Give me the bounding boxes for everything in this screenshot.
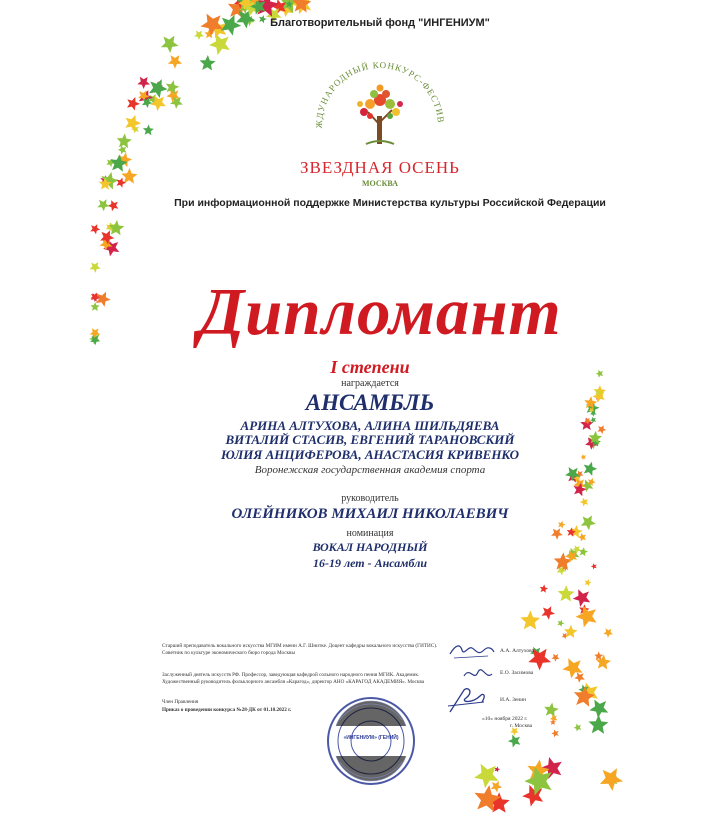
star-shape bbox=[579, 547, 588, 556]
issue-city: г. Москва bbox=[510, 723, 533, 729]
star-shape bbox=[121, 168, 137, 184]
signature-1-icon bbox=[448, 640, 496, 662]
tree-icon bbox=[357, 85, 403, 145]
star-shape bbox=[524, 767, 551, 796]
star-shape bbox=[137, 77, 150, 89]
star-shape bbox=[117, 134, 132, 149]
star-shape bbox=[540, 585, 548, 593]
star-shape bbox=[97, 199, 109, 211]
awarded-label: награждается bbox=[341, 378, 399, 389]
academy-name: Воронежская государственная академия спорта bbox=[254, 464, 486, 476]
issue-date: «10» ноября 2022 г. bbox=[482, 716, 528, 722]
star-shape bbox=[143, 125, 154, 136]
star-shape bbox=[551, 730, 559, 738]
sponsor-name: Благотворительный фонд "ИНГЕНИУМ" bbox=[270, 17, 490, 29]
star-shape bbox=[574, 724, 582, 732]
nomination-value: ВОКАЛ НАРОДНЫЙ bbox=[312, 540, 428, 554]
star-shape bbox=[108, 200, 119, 211]
star-shape bbox=[580, 498, 588, 507]
star-shape bbox=[544, 703, 559, 717]
member-line-1: АРИНА АЛТУХОВА, АЛИНА ШИЛЬДЯЕВА bbox=[240, 418, 500, 433]
signer-1-name: А.А. Алтухова bbox=[500, 648, 535, 654]
diploma-title: Дипломант bbox=[198, 275, 562, 349]
star-shape bbox=[127, 97, 140, 111]
diploma-degree: I степени bbox=[330, 357, 410, 377]
star-shape bbox=[551, 528, 563, 539]
signer-2-description: Заслуженный деятель искусств РФ. Профессор, заведующая кафедрой сольного народного пения МГИК. Академик. Художественный руководитель фольклорного ансамбля «Карагод», директор АНО «КАРАГОД АКАДЕМИЯ». Москва bbox=[162, 672, 425, 685]
star-shape bbox=[125, 115, 141, 131]
star-shape bbox=[542, 606, 556, 619]
star-shape bbox=[591, 563, 597, 569]
star-shape bbox=[508, 735, 520, 748]
ensemble-heading: АНСАМБЛЬ bbox=[305, 390, 435, 415]
star-shape bbox=[600, 768, 623, 791]
star-shape bbox=[589, 715, 609, 734]
star-shape bbox=[581, 515, 596, 530]
star-shape bbox=[491, 781, 503, 792]
star-shape bbox=[557, 620, 564, 627]
star-shape bbox=[551, 654, 559, 662]
leader-label: руководитель bbox=[341, 493, 399, 504]
star-shape bbox=[161, 36, 179, 53]
star-shape bbox=[573, 589, 590, 607]
star-shape bbox=[580, 454, 586, 460]
star-shape bbox=[578, 533, 586, 542]
festival-logo bbox=[300, 38, 460, 198]
star-shape bbox=[209, 34, 230, 55]
svg-text:МЕЖДУНАРОДНЫЙ КОНКУРС-ФЕСТИВАЛ bbox=[300, 38, 446, 128]
star-shape bbox=[90, 262, 101, 273]
star-shape bbox=[596, 370, 604, 378]
nomination-label: номинация bbox=[346, 528, 394, 539]
star-shape bbox=[200, 55, 216, 70]
signature-3-icon bbox=[444, 684, 488, 716]
leader-name: ОЛЕЙНИКОВ МИХАИЛ НИКОЛАЕВИЧ bbox=[231, 506, 509, 522]
star-shape bbox=[90, 328, 101, 338]
star-shape bbox=[520, 610, 540, 629]
star-shape bbox=[558, 585, 575, 601]
logo-name: ЗВЕЗДНАЯ ОСЕНЬ bbox=[300, 158, 460, 177]
star-shape bbox=[168, 55, 182, 68]
star-shape bbox=[589, 700, 608, 719]
signer-3-name: И.А. Зенин bbox=[500, 697, 527, 703]
official-stamp bbox=[326, 696, 416, 786]
star-shape bbox=[90, 224, 100, 234]
star-shape bbox=[603, 628, 613, 637]
signer-3-description: Член Правления bbox=[162, 699, 199, 705]
signer-2-name: Е.О. Засимова bbox=[500, 670, 534, 676]
star-shape bbox=[96, 292, 111, 307]
star-shape bbox=[495, 766, 501, 772]
member-line-3: ЮЛИЯ АНЦИФЕРОВА, АНАСТАСИЯ КРИВЕНКО bbox=[220, 447, 520, 462]
star-shape bbox=[194, 31, 204, 40]
star-shape bbox=[116, 178, 126, 188]
star-shape bbox=[585, 579, 592, 586]
ministry-support-text: При информационной поддержке Министерства культуры Российской Федерации bbox=[174, 197, 606, 209]
signature-2-icon bbox=[460, 664, 496, 684]
signer-1-description: Старший преподаватель вокального искусства МГИМ имени А.Г. Шнитке. Доцент кафедры вокального искусства (ГИТИС). Советник по культуре экономического бюро города Москвы bbox=[162, 643, 438, 656]
star-shape bbox=[576, 606, 597, 628]
logo-arc-text: ЖДУНАРОДНЫЙ КОНКУРС-ФЕСТИВ bbox=[313, 59, 446, 129]
order-reference: Приказ о проведении конкурса №28-ДК от 01.10.2022 г. bbox=[162, 707, 292, 713]
logo-city: МОСКВА bbox=[361, 179, 399, 188]
stamp-text: «ИНГЕНИУМ» (ГЕНИЙ) bbox=[343, 735, 399, 741]
star-shape bbox=[584, 462, 598, 476]
age-category: 16-19 лет - Ансамбли bbox=[312, 556, 428, 570]
star-shape bbox=[90, 302, 99, 311]
star-shape bbox=[118, 145, 127, 154]
member-line-2: ВИТАЛИЙ СТАСИВ, ЕВГЕНИЙ ТАРАНОВСКИЙ bbox=[225, 432, 515, 447]
star-shape bbox=[597, 425, 606, 434]
